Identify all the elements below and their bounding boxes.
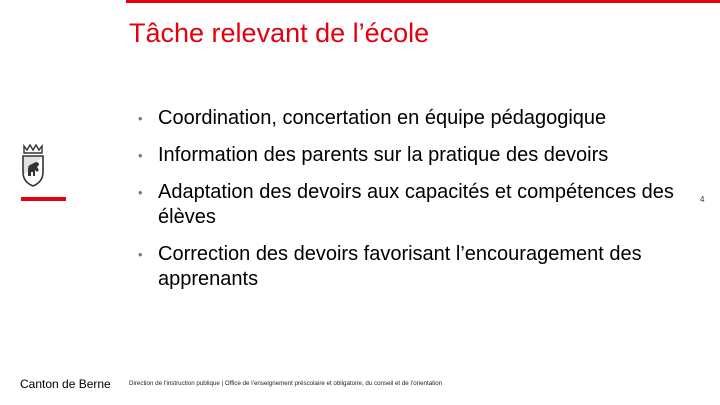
bullet-item (138, 106, 698, 131)
bullet-text: Coordination, concertation en équipe pédagogique (158, 107, 607, 129)
bullet-text: Correction des devoirs favorisant l’encouragement des apprenants (158, 243, 642, 290)
footer-canton-label: Canton de Berne (20, 377, 111, 391)
top-accent-bar (126, 0, 720, 3)
logo-accent-bar (21, 197, 66, 201)
bullet-list (138, 106, 698, 304)
bullet-dot-icon: • (138, 247, 143, 262)
bullet-item (138, 143, 698, 168)
bullet-text: Adaptation des devoirs aux capacités et compétences des élèves (158, 181, 674, 228)
bullet-text: Information des parents sur la pratique des devoirs (158, 144, 609, 166)
slide-title: Tâche relevant de l’école (129, 18, 430, 48)
bullet-dot-icon: • (138, 148, 143, 163)
page-number: 4 (700, 195, 705, 204)
bullet-dot-icon: • (138, 111, 143, 126)
bullet-dot-icon: • (138, 185, 143, 200)
bullet-item (138, 242, 698, 292)
bern-coat-of-arms-icon (18, 142, 48, 188)
footer-department-text: Direction de l’instruction publique | Office de l’enseignement préscolaire et obligatoire, du conseil et de l’orientation (129, 380, 443, 387)
bullet-item (138, 180, 698, 230)
